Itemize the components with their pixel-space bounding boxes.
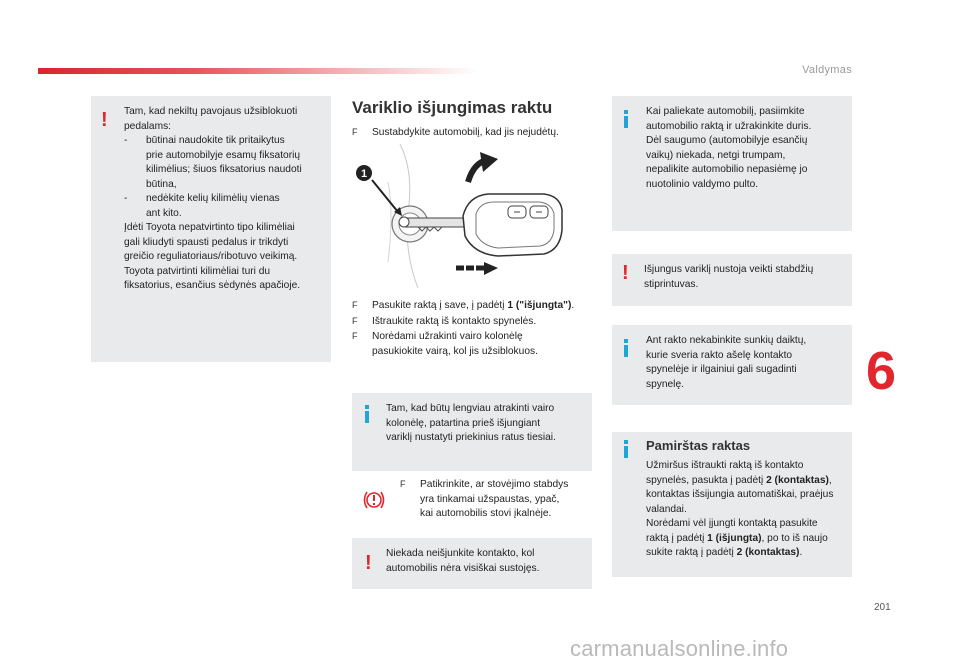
bullet-arrow-icon: F	[352, 300, 358, 310]
warning-pedals-text: Tam, kad nekiltų pavojaus užsiblokuoti pedalams: - būtinai naudokite tik pritaikytus prie automobilyje esamų fiksatorių kilimėlius; šiuos fiksatorius naudoti būtina, - nedėkite kelių kilimėlių vienas ant kito. Įdėti Toyota nepatvirtinto tipo kilimėliai gali kliudyti spausti pedalus ir trikdyti greičio reguliatoriaus/ribotuvo veikimą. Toyota patvirtinti kilimėliai turi du fiksatorius, esančius sėdynės apačioje.	[124, 106, 302, 291]
step-lock-column: F Norėdami užrakinti vairo kolonėlę	[352, 331, 523, 342]
steps-list: F Pasukite raktą į save, į padėtį 1 ("išjungta"). F Ištraukite raktą iš kontakto spynelės. F Norėdami užrakinti vairo kolonėlę pasukiokite vairą, kol jis užsiblokuos.	[352, 298, 597, 359]
info-box-steering: Tam, kad būtų lengviau atrakinti vairo kolonėlę, patartina prieš išjungiant variklį nustatyti priekinius ratus tiesiai.	[352, 393, 592, 471]
key-ignition-illustration	[348, 142, 588, 290]
forgotten-key-title: Pamirštas raktas	[646, 438, 751, 453]
warning-icon: !	[101, 109, 108, 131]
note-box-parking-brake: F Patikrinkite, ar stovėjimo stabdys yra tinkamai užspaustas, ypač, kai automobilis stovi įkalnėje.	[352, 471, 592, 535]
info-box-leave-vehicle: Kai paliekate automobilį, pasiimkite automobilio raktą ir užrakinkite duris. Dėl saugumo (automobilyje esančių vaikų) niekada, netgi trumpam, nepalikite automobilio nepasiėmę jo nuotolinio valdymo pulto.	[612, 96, 852, 231]
info-box-forgotten-key: Pamirštas raktas Užmiršus ištraukti raktą iš kontakto spynelės, pasukta į padėtį 2 (kontaktas), kontaktas išsijungia automatiškai, praėjus valandai. Norėdami vėl įjungti kontaktą pasukite raktą į padėtį 1 (išjungta), po to iš naujo sukite raktą į padėtį 2 (kontaktas).	[612, 432, 852, 577]
info-icon	[365, 405, 369, 423]
header-accent-bar	[38, 68, 478, 74]
page-number: 201	[874, 602, 891, 613]
info-icon	[624, 440, 628, 458]
intro-step: F Sustabdykite automobilį, kad jis nejudėtų.	[352, 127, 559, 138]
warning-box-ignition: ! Niekada neišjunkite kontakto, kol automobilis nėra visiškai sustojęs.	[352, 538, 592, 589]
step-turn-key: F Pasukite raktą į save, į padėtį 1 ("išjungta").	[352, 300, 575, 311]
bullet-arrow-icon: F	[400, 479, 406, 489]
watermark-text: carmanualsonline.info	[570, 636, 789, 661]
step-remove-key: F Ištraukite raktą iš kontakto spynelės.	[352, 315, 537, 327]
info-box-keyring: Ant rakto nekabinkite sunkių daiktų, kurie sveria rakto ašelę kontakto spynelėje ir ilgainiui gali sugadinti spynelę.	[612, 325, 852, 405]
bullet-arrow-icon: F	[352, 127, 358, 137]
bullet-arrow-icon: F	[352, 315, 358, 326]
info-icon	[624, 110, 628, 128]
info-icon	[624, 339, 628, 357]
warning-circle-icon	[362, 489, 386, 511]
bullet-arrow-icon: F	[352, 331, 358, 341]
section-heading: Variklio išjungimas raktu	[352, 98, 553, 117]
warning-box-brake-servo: ! Išjungus variklį nustoja veikti stabdžių stiprintuvas.	[612, 254, 852, 306]
section-title: Valdymas	[802, 64, 852, 76]
callout-1-label: 1	[360, 168, 368, 180]
warning-box-pedals	[91, 96, 331, 362]
warning-icon: !	[622, 262, 629, 284]
warning-icon: !	[365, 552, 372, 574]
chapter-number: 6	[866, 341, 897, 401]
